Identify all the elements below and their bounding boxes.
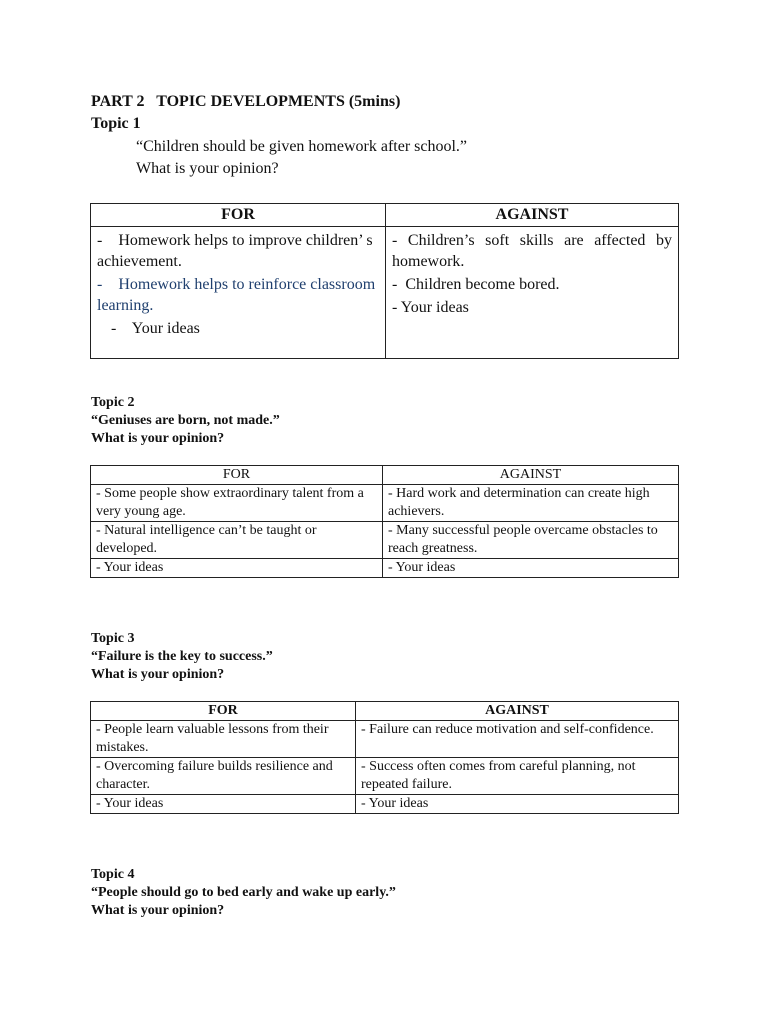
topic2-label: Topic 2 <box>91 395 135 410</box>
topic4-question: What is your opinion? <box>91 903 225 918</box>
topic3-against-cell: - Failure can reduce motivation and self-confidence. <box>356 721 679 758</box>
topic2-quote: “Geniuses are born, not made.” <box>91 413 280 428</box>
topic3-against-cell: - Success often comes from careful planning, not repeated failure. <box>356 758 679 795</box>
topic3-for-header: FOR <box>91 702 356 721</box>
topic1-body-row <box>91 227 679 359</box>
topic3-against-cell: - Your ideas <box>356 795 679 814</box>
topic2-header-row <box>91 466 679 485</box>
topic3-for-cell: - Your ideas <box>91 795 356 814</box>
topic3-question: What is your opinion? <box>91 667 225 682</box>
topic1-for-item: - Your ideas <box>111 320 200 337</box>
topic3-for-cell: - Overcoming failure builds resilience and character. <box>91 758 356 795</box>
topic1-for-header: FOR <box>91 204 386 227</box>
topic1-against-item: - Children’s soft skills are affected by homework. <box>392 232 672 270</box>
topic2-for-cell: - Natural intelligence can’t be taught or developed. <box>91 522 383 559</box>
table-row <box>91 522 679 559</box>
table-row <box>91 559 679 578</box>
topic4-quote: “People should go to bed early and wake up early.” <box>91 885 396 900</box>
topic1-question: What is your opinion? <box>136 160 279 177</box>
topic3-label: Topic 3 <box>91 631 135 646</box>
topic2-for-header: FOR <box>91 466 383 485</box>
topic1-against-header: AGAINST <box>386 204 679 227</box>
topic1-for-item: - Homework helps to improve children’ s achievement. <box>97 232 377 270</box>
topic1-table <box>90 203 679 359</box>
topic2-for-cell: - Some people show extraordinary talent from a very young age. <box>91 485 383 522</box>
topic2-against-cell: - Many successful people overcame obstacles to reach greatness. <box>383 522 679 559</box>
table-row <box>91 795 679 814</box>
table-row <box>91 485 679 522</box>
topic2-against-cell: - Your ideas <box>383 559 679 578</box>
topic1-for-item: - Homework helps to reinforce classroom learning. <box>97 276 380 314</box>
topic3-quote: “Failure is the key to success.” <box>91 649 273 664</box>
topic1-for-cell <box>91 227 386 359</box>
topic3-for-cell: - People learn valuable lessons from their mistakes. <box>91 721 356 758</box>
topic1-quote: “Children should be given homework after school.” <box>136 138 468 155</box>
topic2-table <box>90 465 679 578</box>
topic3-against-header: AGAINST <box>356 702 679 721</box>
topic1-header-row <box>91 204 679 227</box>
topic1-against-cell <box>386 227 679 359</box>
part-title: PART 2 TOPIC DEVELOPMENTS (5mins) <box>91 93 401 110</box>
topic1-against-item: - Children become bored. <box>392 276 560 293</box>
topic2-for-cell: - Your ideas <box>91 559 383 578</box>
topic1-against-item: - Your ideas <box>392 299 469 316</box>
topic2-question: What is your opinion? <box>91 431 225 446</box>
topic3-table <box>90 701 679 814</box>
topic2-against-header: AGAINST <box>383 466 679 485</box>
table-row <box>91 758 679 795</box>
topic2-against-cell: - Hard work and determination can create high achievers. <box>383 485 679 522</box>
topic1-label: Topic 1 <box>91 115 141 132</box>
topic3-header-row <box>91 702 679 721</box>
table-row <box>91 721 679 758</box>
topic4-label: Topic 4 <box>91 867 135 882</box>
